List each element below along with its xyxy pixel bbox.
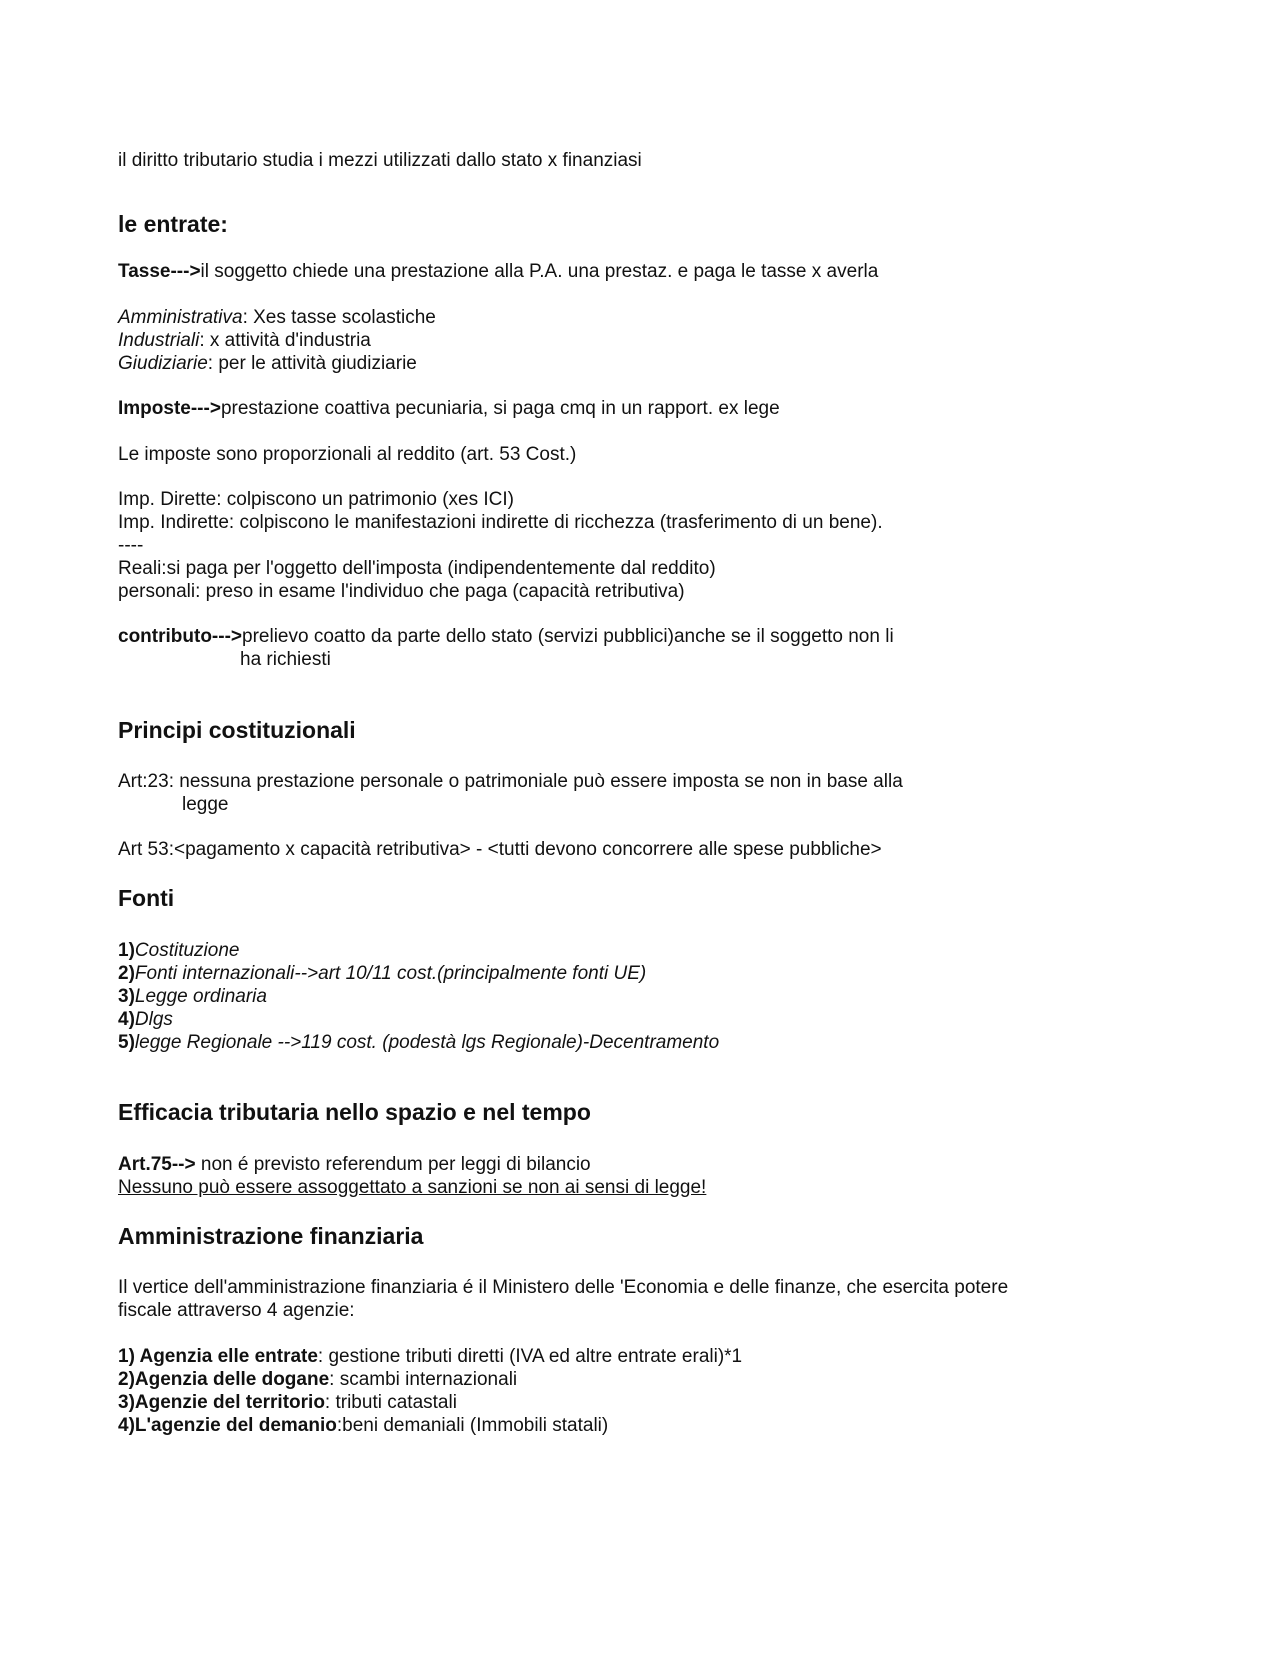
tipo-industriali	[118, 329, 371, 352]
agenzia-text: : tributi catastali	[324, 1392, 457, 1413]
vertice-line-1: Il vertice dell'amministrazione finanziaria é il Ministero delle 'Economia e delle finanze, che esercita potere	[118, 1277, 1009, 1298]
contributo-line	[118, 625, 894, 648]
fonte-text: Dlgs	[134, 1009, 173, 1030]
dirette-line: Imp. Dirette: colpiscono un patrimonio (xes ICI)	[118, 489, 514, 510]
contributo-label: contributo--->	[118, 626, 243, 647]
art75-line	[118, 1153, 591, 1176]
tasse-label: Tasse--->	[118, 261, 201, 282]
agenzia-text: : gestione tributi diretti (IVA ed altre entrate erali)*1	[317, 1346, 743, 1367]
art23-line: Art:23: nessuna prestazione personale o patrimoniale può essere imposta se non in base alla	[118, 771, 903, 792]
agenzia-text: :beni demaniali (Immobili statali)	[336, 1415, 609, 1436]
imposte-label: Imposte--->	[118, 398, 221, 419]
heading-efficacia: Efficacia tributaria nello spazio e nel tempo	[118, 1099, 591, 1125]
tasse-line	[118, 260, 878, 283]
art75-text: non é previsto referendum per leggi di bilancio	[195, 1154, 591, 1175]
tipo-text: : Xes tasse scolastiche	[242, 307, 436, 328]
fonte-text: Legge ordinaria	[134, 986, 267, 1007]
heading-entrate: le entrate:	[118, 211, 228, 237]
fonte-num: 3)	[118, 986, 135, 1007]
tipo-label: Industriali	[118, 330, 200, 351]
nessuno-line: Nessuno può essere assoggettato a sanzioni se non ai sensi di legge!	[118, 1177, 707, 1198]
fonte-num: 2)	[118, 963, 135, 984]
fonte-item	[118, 1008, 173, 1031]
agenzia-item	[118, 1414, 608, 1437]
agenzia-label: 4)L'agenzie del demanio	[118, 1415, 337, 1436]
intro-line: il diritto tributario studia i mezzi utilizzati dallo stato x finanziasi	[118, 150, 642, 171]
heading-amministrazione: Amministrazione finanziaria	[118, 1223, 424, 1249]
agenzia-label: 3)Agenzie del territorio	[118, 1392, 325, 1413]
tipo-text: : x attività d'industria	[199, 330, 371, 351]
fonte-text: legge Regionale -->119 cost. (podestà lgs Regionale)-Decentramento	[134, 1032, 720, 1053]
agenzia-item	[118, 1345, 742, 1368]
tipo-label: Giudiziarie	[118, 353, 208, 374]
agenzia-label: 1) Agenzia elle entrate	[118, 1346, 318, 1367]
tasse-text: il soggetto chiede una prestazione alla P.A. una prestaz. e paga le tasse x averla	[200, 261, 879, 282]
agenzia-item	[118, 1368, 517, 1391]
art75-label: Art.75-->	[118, 1154, 196, 1175]
fonte-num: 4)	[118, 1009, 135, 1030]
agenzia-item	[118, 1391, 457, 1414]
imposte-text: prestazione coattiva pecuniaria, si paga cmq in un rapport. ex lege	[220, 398, 780, 419]
personali-line: personali: preso in esame l'individuo che paga (capacità retributiva)	[118, 581, 685, 602]
fonte-num: 5)	[118, 1032, 135, 1053]
vertice-line-2: fiscale attraverso 4 agenzie:	[118, 1300, 355, 1321]
art53-line: Art 53:<pagamento x capacità retributiva> - <tutti devono concorrere alle spese pubbliche>	[118, 839, 882, 860]
imposte-line	[118, 397, 780, 420]
agenzia-text: : scambi internazionali	[329, 1369, 518, 1390]
tipo-giudiziarie	[118, 352, 417, 375]
fonte-num: 1)	[118, 940, 135, 961]
tipo-label: Amministrativa	[118, 307, 243, 328]
heading-fonti: Fonti	[118, 885, 175, 911]
tipo-text: : per le attività giudiziarie	[207, 353, 417, 374]
fonte-item	[118, 962, 646, 985]
art23-cont-line: legge	[182, 794, 229, 815]
fonte-item	[118, 985, 267, 1008]
fonte-text: Fonti internazionali-->art 10/11 cost.(principalmente fonti UE)	[134, 963, 647, 984]
proporzionali-line: Le imposte sono proporzionali al reddito (art. 53 Cost.)	[118, 444, 577, 465]
fonte-item	[118, 939, 239, 962]
contributo-text: prelievo coatto da parte dello stato (servizi pubblici)anche se il soggetto non li	[242, 626, 894, 647]
contributo-cont-line: ha richiesti	[240, 649, 331, 670]
indirette-line: Imp. Indirette: colpiscono le manifestazioni indirette di ricchezza (trasferimento di un bene).	[118, 512, 883, 533]
tipo-amministrativa	[118, 306, 436, 329]
fonte-text: Costituzione	[134, 940, 240, 961]
fonte-item	[118, 1031, 719, 1054]
reali-line: Reali:si paga per l'oggetto dell'imposta (indipendentemente dal reddito)	[118, 558, 716, 579]
heading-principi: Principi costituzionali	[118, 717, 356, 743]
separator-line: ----	[118, 535, 144, 556]
agenzia-label: 2)Agenzia delle dogane	[118, 1369, 330, 1390]
